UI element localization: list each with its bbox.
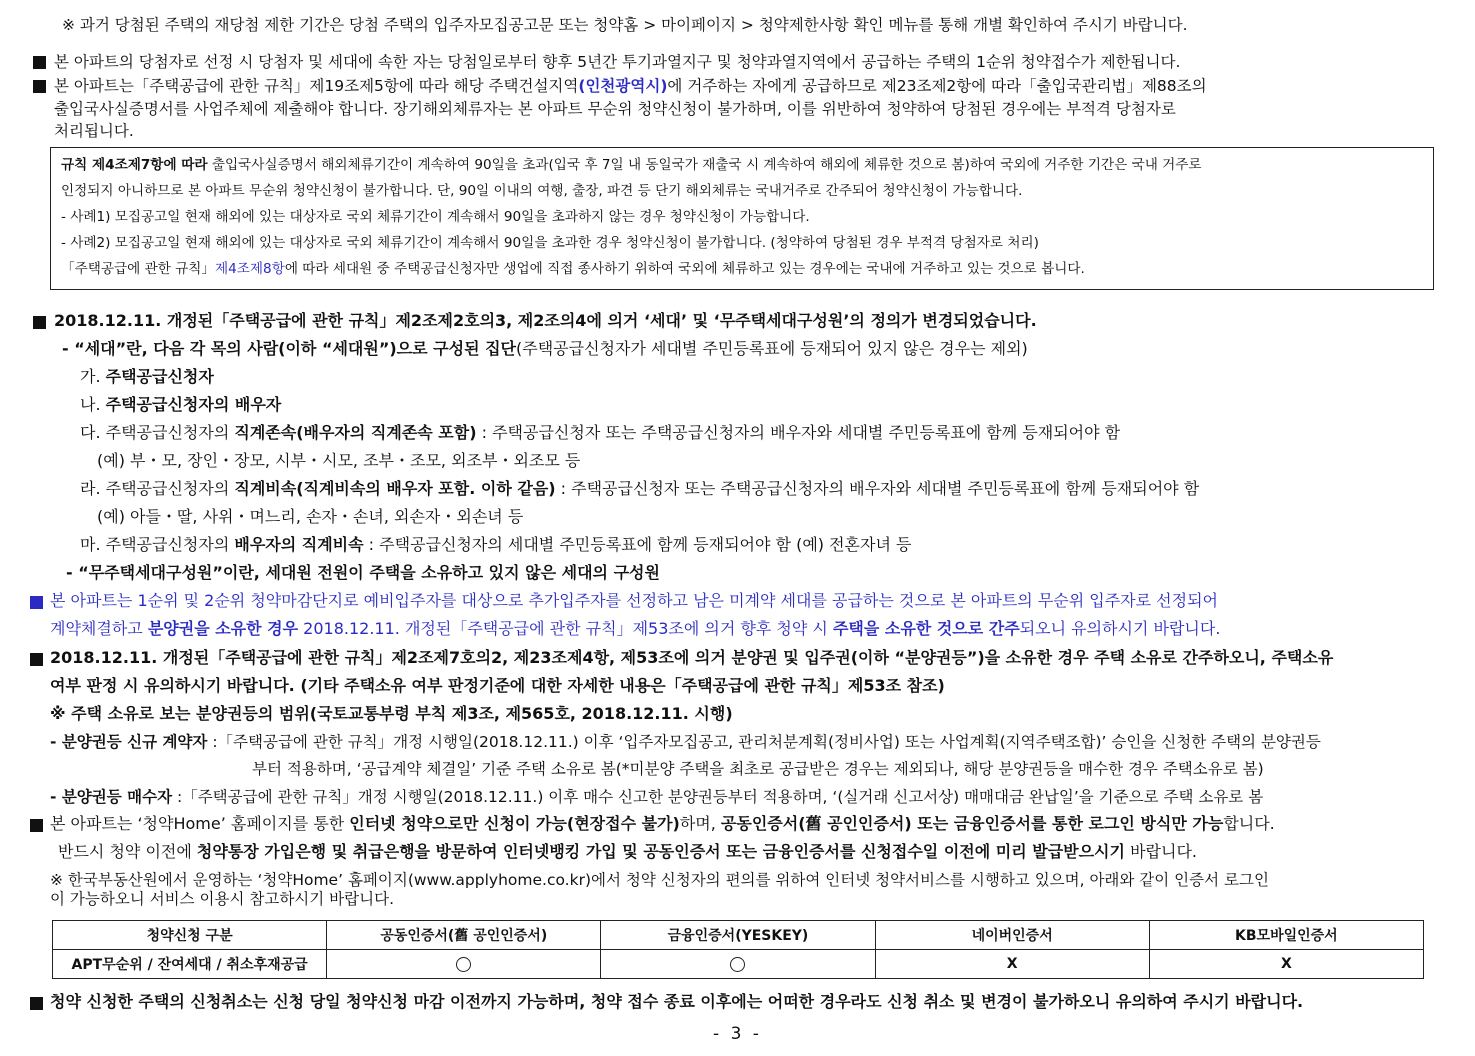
table-cell-unavailable: X	[1149, 950, 1423, 979]
section-online-application	[50, 813, 1275, 835]
item-ra-example: (예) 아들・딸, 사위・며느리, 손자・손녀, 외손자・외손녀 등	[97, 507, 524, 526]
box-line-5	[61, 259, 1085, 279]
presale-new-contractor-line2: 부터 적용하며, ‘공급계약 체결일’ 기준 주택 소유로 봄(*미분양 주택을 최초로 공급받은 경우는 제외되나, 해당 분양권등을 매수한 경우 주택소유로 봄)	[252, 760, 1264, 778]
cancellation-notice: 청약 신청한 주택의 신청취소는 신청 당일 청약신청 마감 이전까지 가능하며, 청약 접수 종료 이후에는 어떠한 경우라도 신청 취소 및 변경이 불가하오니 유의하여 주시기 바랍니다.	[50, 992, 1304, 1011]
top-note: ※ 과거 당첨된 주택의 재당첨 제한 기간은 당첨 주택의 입주자모집공고문 또는 청약홈 > 마이페이지 > 청약제한사항 확인 메뉴를 통해 개별 확인하여 주시기 바랍니다.	[62, 16, 1188, 34]
item-da	[80, 422, 1120, 444]
s2-l2-b: 분양권을 소유한 경우	[147, 619, 299, 638]
s2-l2-a: 계약체결하고	[50, 619, 148, 638]
presale-buyer	[50, 786, 1263, 808]
bullet-square	[30, 653, 43, 666]
item-ra-rest: : 주택공급신청자 또는 주택공급신청자의 배우자와 세대별 주민등록표에 함께 등재되어야 함	[555, 479, 1200, 498]
s2-l2-d: 주택을 소유한 것으로 간주	[832, 619, 1020, 638]
table-header: KB모바일인증서	[1149, 921, 1423, 950]
bullet-square	[33, 80, 46, 93]
table-cell-available	[601, 950, 875, 979]
s4-l1-e: 합니다.	[1223, 814, 1275, 833]
table-cell-unavailable: X	[875, 950, 1149, 979]
item-ma-prefix: 마. 주택공급신청자의	[80, 535, 235, 554]
item-na-prefix: 나.	[80, 395, 106, 414]
s4-l1-b: 인터넷 청약으로만 신청이 가능(현장접수 불가)	[349, 814, 680, 833]
table-header: 청약신청 구분	[53, 921, 327, 950]
section-presale-rights: 2018.12.11. 개정된「주택공급에 관한 규칙」제2조제7호의2, 제23조제4항, 제53조에 의거 분양권 및 입주권(이하 “분양권등”)을 소유한 경우 주택 소유로 간주하오니, 주택소유	[50, 648, 1334, 667]
presale-new-contractor	[50, 731, 1321, 753]
item-da-bold: 직계존속(배우자의 직계존속 포함)	[234, 423, 477, 442]
table-cell-category: APT무순위 / 잔여세대 / 취소후재공급	[53, 950, 327, 979]
box-line-1	[61, 155, 1202, 175]
s2-l2-e: 되오니 유의하시기 바랍니다.	[1019, 619, 1221, 638]
section-unranked-notice: 본 아파트는 1순위 및 2순위 청약마감단지로 예비입주자를 대상으로 추가입주자를 선정하고 남은 미계약 세대를 공급하는 것으로 본 아파트의 무순위 입주자로 선정되어	[50, 591, 1219, 610]
bullet-square	[30, 819, 43, 832]
table-header: 공동인증서(舊 공인인증서)	[327, 921, 601, 950]
notice-box	[50, 147, 1434, 290]
p2-part-c: 에 거주하는 자에게 공급하므로 제23조제2항에 따라「출입국관리법」제88조의	[667, 77, 1207, 95]
item-ra	[80, 478, 1199, 500]
paragraph-residence-line3: 처리됩니다.	[54, 122, 134, 140]
item-ga	[80, 366, 214, 388]
box-l5-c: 에 따라 세대원 중 주택공급신청자만 생업에 직접 종사하기 위하여 국외에 체류하고 있는 경우에는 국내에 거주하고 있는 것으로 봅니다.	[284, 261, 1085, 277]
s4-l2-a: 반드시 청약 이전에	[58, 842, 197, 861]
box-line-1-rest: 출입국사실증명서 해외체류기간이 계속하여 90일을 초과(입국 후 7일 내 동일국가 재출국 시 계속하여 해외에 체류한 것으로 봄)하여 국외에 거주한 기간은 국내 거주로	[207, 157, 1202, 173]
certificate-table	[52, 920, 1424, 979]
item-ma-bold: 배우자의 직계비속	[234, 535, 364, 554]
item-ma	[80, 534, 911, 556]
s4-l1-a: 본 아파트는 ‘청약Home’ 홈페이지를 통한	[50, 814, 350, 833]
household-def-rest: (주택공급신청자가 세대별 주민등록표에 등재되어 있지 않은 경우는 제외)	[516, 339, 1028, 358]
item-na-text: 주택공급신청자의 배우자	[105, 395, 282, 414]
s2-l2-c: 2018.12.11. 개정된「주택공급에 관한 규칙」제53조에 의거 향후 청약 시	[298, 619, 833, 638]
bullet-square	[33, 56, 46, 69]
box-rule-ref: 규칙 제4조제7항에 따라	[61, 157, 208, 173]
buyer-label: - 분양권등 매수자	[50, 788, 173, 806]
paragraph-restriction: 본 아파트의 당첨자로 선정 시 당첨자 및 세대에 속한 자는 당첨일로부터 향후 5년간 투기과열지구 및 청약과열지역에서 공급하는 주택의 1순위 청약접수가 제한됩니다.	[54, 53, 1181, 71]
section-household-definition: 2018.12.11. 개정된「주택공급에 관한 규칙」제2조제2호의3, 제2조의4에 의거 ‘세대’ 및 ‘무주택세대구성원’의 정의가 변경되었습니다.	[54, 311, 1037, 330]
s4-l2-c: 바랍니다.	[1124, 842, 1197, 861]
table-header-row	[53, 921, 1424, 950]
new-contractor-text: :「주택공급에 관한 규칙」개정 시행일(2018.12.11.) 이후 ‘입주자모집공고, 관리처분계획(정비사업) 또는 사업계획(지역주택조합)’ 승인을 신청한 주택의 분양권등	[207, 733, 1321, 751]
paragraph-residence	[54, 75, 1207, 97]
s4-l1-d: 공동인증서(舊 공인인증서) 또는 금융인증서를 통한 로그인 방식만 가능	[720, 814, 1224, 833]
table-header: 네이버인증서	[875, 921, 1149, 950]
applyhome-note: ※ 한국부동산원에서 운영하는 ‘청약Home’ 홈페이지(www.applyhome.co.kr)에서 청약 신청자의 편의를 위하여 인터넷 청약서비스를 시행하고 있으며, 아래와 같이 인증서 로그인	[50, 871, 1269, 889]
page-number: - 3 -	[713, 1024, 762, 1044]
table-row	[53, 950, 1424, 979]
item-ma-rest: : 주택공급신청자의 세대별 주민등록표에 함께 등재되어야 함 (예) 전혼자녀 등	[363, 535, 912, 554]
box-l5-link: 제4조제8항	[215, 261, 285, 277]
box-case-2: - 사례2) 모집공고일 현재 해외에 있는 대상자로 국외 체류기간이 계속해서 90일을 초과한 경우 청약신청이 불가합니다. (청약하여 당첨된 경우 부적격 당첨자로 처리)	[61, 235, 1039, 251]
table-cell-available	[327, 950, 601, 979]
bullet-square	[30, 596, 43, 609]
p2-region: (인천광역시)	[578, 77, 668, 95]
section-presale-rights-line2: 여부 판정 시 유의하시기 바랍니다. (기타 주택소유 여부 판정기준에 대한 자세한 내용은「주택공급에 관한 규칙」제53조 참조)	[50, 676, 945, 695]
buyer-text: :「주택공급에 관한 규칙」개정 시행일(2018.12.11.) 이후 매수 신고한 분양권등부터 적용하며, ‘(실거래 신고서상) 매매대금 완납일’을 기준으로 주택 소유로 봄	[172, 788, 1264, 806]
item-da-rest: : 주택공급신청자 또는 주택공급신청자의 배우자와 세대별 주민등록표에 함께 등재되어야 함	[476, 423, 1121, 442]
s4-l2-b: 청약통장 가입은행 및 취급은행을 방문하여 인터넷뱅킹 가입 및 공동인증서 또는 금융인증서를 신청접수일 이전에 미리 발급받으시기	[196, 842, 1125, 861]
household-definition	[62, 338, 1028, 360]
nohouse-member-definition: - “무주택세대구성원”이란, 세대원 전원이 주택을 소유하고 있지 않은 세대의 구성원	[66, 563, 660, 582]
section-online-application-line2	[58, 841, 1197, 863]
box-l5-a: 「주택공급에 관한 규칙」	[61, 261, 216, 277]
paragraph-residence-line2: 출입국사실증명서를 사업주체에 제출해야 합니다. 장기해외체류자는 본 아파트 무순위 청약신청이 불가하며, 이를 위반하여 청약하여 당첨된 경우에는 부적격 당첨자로	[54, 100, 1176, 118]
table-header: 금융인증서(YESKEY)	[601, 921, 875, 950]
box-line-2: 인정되지 아니하므로 본 아파트 무순위 청약신청이 불가합니다. 단, 90일 이내의 여행, 출장, 파견 등 단기 해외체류는 국내거주로 간주되어 청약신청이 가능합니다.	[61, 183, 1023, 199]
item-ga-text: 주택공급신청자	[105, 367, 214, 386]
household-def-bold: - “세대”란, 다음 각 목의 사람(이하 “세대원”)으로 구성된 집단	[62, 339, 517, 358]
circle-icon	[730, 957, 745, 972]
item-na	[80, 394, 281, 416]
section-unranked-notice-line2	[50, 618, 1220, 640]
box-case-1: - 사례1) 모집공고일 현재 해외에 있는 대상자로 국외 체류기간이 계속해서 90일을 초과하지 않는 경우 청약신청이 가능합니다.	[61, 209, 810, 225]
circle-icon	[456, 957, 471, 972]
applyhome-note-line2: 이 가능하오니 서비스 이용시 참고하시기 바랍니다.	[50, 890, 394, 908]
item-ra-prefix: 라. 주택공급신청자의	[80, 479, 235, 498]
bullet-square	[33, 316, 46, 329]
bullet-square	[30, 997, 43, 1010]
presale-rights-scope: ※ 주택 소유로 보는 분양권등의 범위(국토교통부령 부칙 제3조, 제565호, 2018.12.11. 시행)	[50, 704, 733, 723]
item-ga-prefix: 가.	[80, 367, 106, 386]
p2-part-a: 본 아파트는「주택공급에 관한 규칙」제19조제5항에 따라 해당 주택건설지역	[54, 77, 579, 95]
item-ra-bold: 직계비속(직계비속의 배우자 포함. 이하 같음)	[234, 479, 556, 498]
new-contractor-label: - 분양권등 신규 계약자	[50, 733, 208, 751]
item-da-prefix: 다. 주택공급신청자의	[80, 423, 235, 442]
s4-l1-c: 하며,	[679, 814, 721, 833]
item-da-example: (예) 부・모, 장인・장모, 시부・시모, 조부・조모, 외조부・외조모 등	[97, 451, 581, 470]
